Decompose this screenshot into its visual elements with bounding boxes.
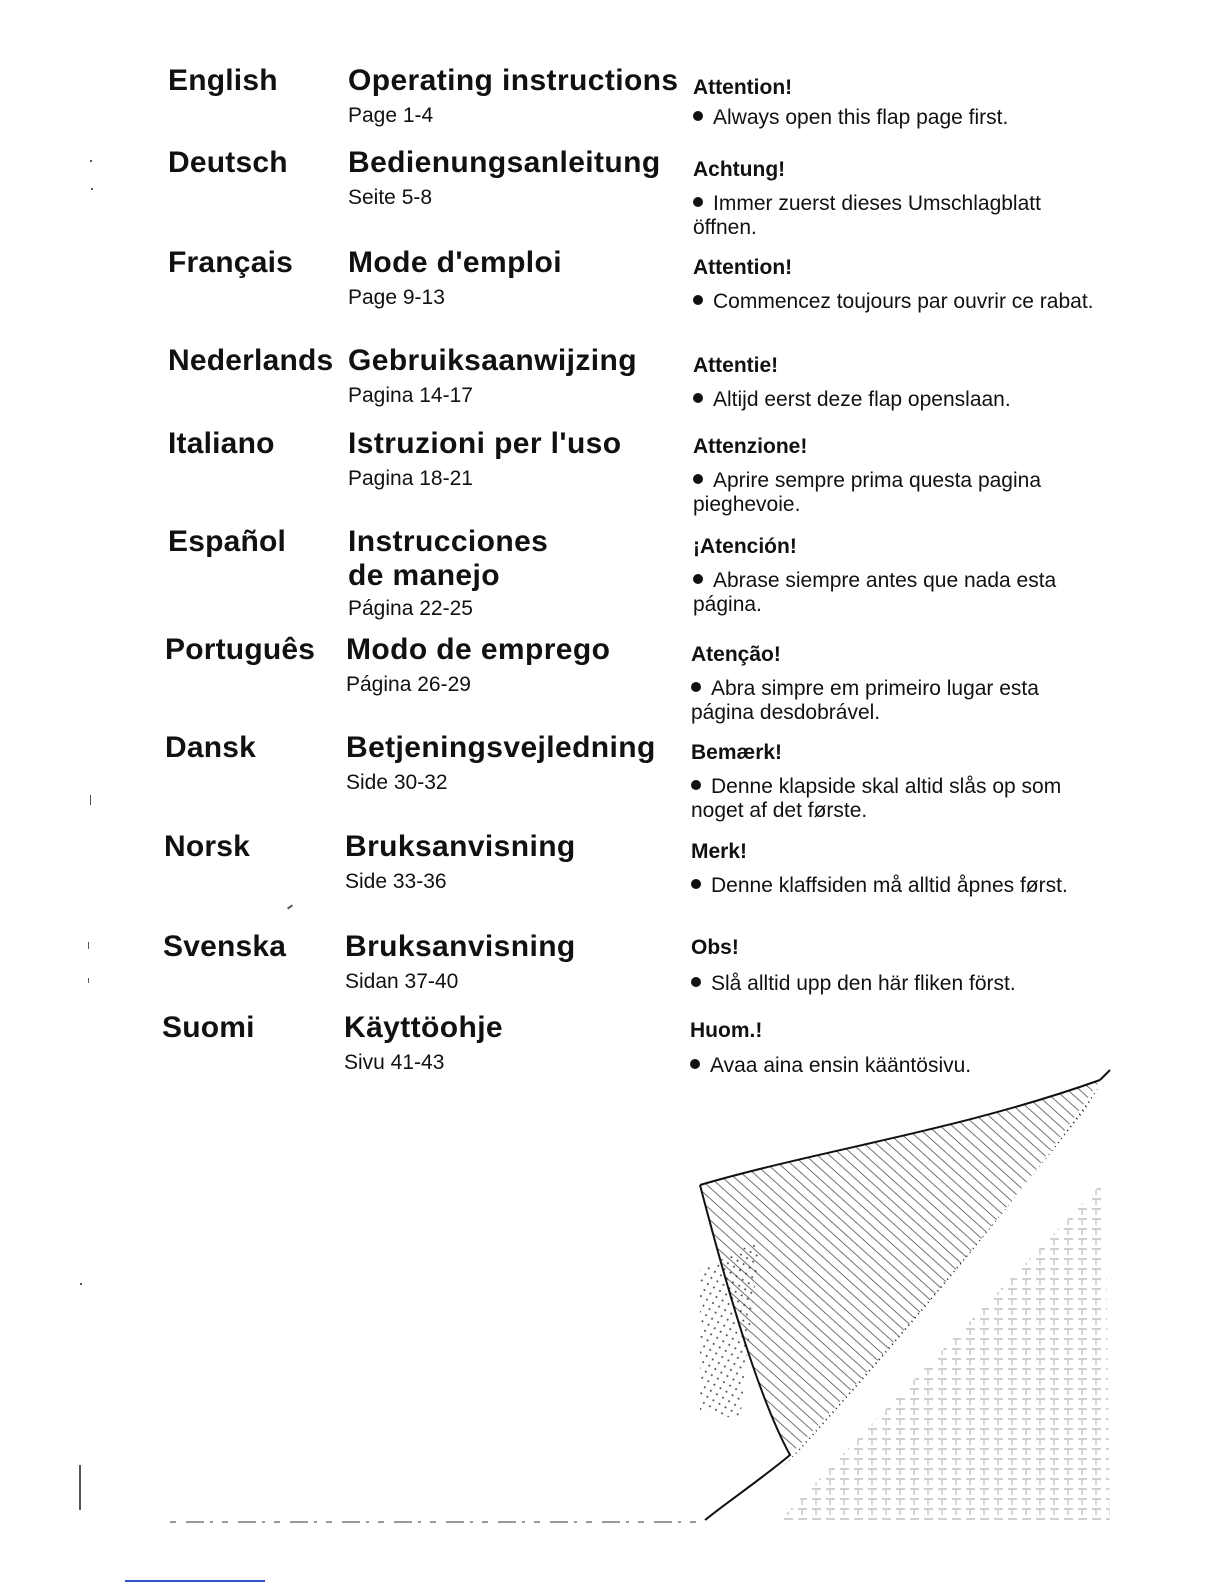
page-range: Side 33-36: [345, 870, 447, 893]
attention-note: Abrase siempre antes que nada esta página.: [693, 569, 1057, 616]
attention-heading: Obs!: [691, 936, 739, 959]
manual-title: Mode d'emploi: [348, 246, 562, 279]
margin-speck: [91, 188, 93, 190]
margin-speck: [90, 160, 92, 162]
manual-title: Instrucciones de manejo: [348, 525, 549, 592]
page-range: Sidan 37-40: [345, 970, 459, 993]
attention-note: Avaa aina ensin kääntösivu.: [690, 1054, 1100, 1078]
margin-speck: [88, 978, 89, 983]
language-name: Português: [165, 633, 316, 666]
language-name: Suomi: [162, 1011, 255, 1044]
margin-speck: [79, 1465, 81, 1510]
language-name: Español: [168, 525, 287, 558]
bottom-edge-line: [125, 1580, 265, 1582]
page-range: Pagina 18-21: [348, 467, 473, 490]
attention-heading: ¡Atención!: [693, 535, 797, 558]
attention-note: Commencez toujours par ouvrir ce rabat.: [693, 290, 1103, 314]
language-name: Italiano: [168, 427, 275, 460]
attention-note: Abra simpre em primeiro lugar esta página desdobrável.: [691, 677, 1039, 724]
manual-title: Modo de emprego: [346, 633, 611, 666]
manual-title: Operating instructions: [348, 64, 679, 97]
manual-title: Betjeningsvejledning: [346, 731, 656, 764]
manual-title: Istruzioni per l'uso: [348, 427, 622, 460]
margin-speck: [80, 1283, 82, 1285]
language-name: Dansk: [165, 731, 257, 764]
language-name: Norsk: [164, 830, 251, 863]
attention-note: Denne klapside skal altid slås op som noget af det første.: [691, 775, 1062, 822]
margin-speck: [90, 795, 91, 805]
page-range: Página 26-29: [346, 673, 471, 696]
manual-title: Bruksanvisning: [345, 930, 576, 963]
page-range: Página 22-25: [348, 597, 473, 620]
manual-title: Bruksanvisning: [345, 830, 576, 863]
manual-title: Käyttöohje: [344, 1011, 504, 1044]
language-name: English: [168, 64, 278, 97]
curl-tip: [1100, 1070, 1110, 1080]
attention-heading: Atenção!: [691, 643, 781, 666]
language-name: Nederlands: [168, 344, 334, 377]
language-name: Français: [168, 246, 293, 279]
manual-title: Gebruiksaanwijzing: [348, 344, 637, 377]
attention-heading: Bemærk!: [691, 741, 783, 764]
page-range: Side 30-32: [346, 771, 448, 794]
page-range: Seite 5-8: [348, 186, 433, 209]
attention-heading: Attention!: [693, 256, 793, 279]
page-range: Sivu 41-43: [344, 1051, 445, 1074]
language-name: Deutsch: [168, 146, 288, 179]
attention-heading: Attenzione!: [693, 435, 808, 458]
attention-note: Denne klaffsiden må alltid åpnes først.: [691, 874, 1101, 898]
language-name: Svenska: [163, 930, 287, 963]
page-range: Page 9-13: [348, 286, 445, 309]
margin-speck: [88, 942, 89, 949]
attention-note: Immer zuerst dieses Umschlagblatt öffnen.: [693, 192, 1041, 239]
attention-heading: Merk!: [691, 840, 748, 863]
attention-heading: Attentie!: [693, 354, 779, 377]
attention-note: Altijd eerst deze flap openslaan.: [693, 388, 1103, 412]
manual-title: Bedienungsanleitung: [348, 146, 661, 179]
attention-heading: Achtung!: [693, 158, 786, 181]
attention-note: Always open this flap page first.: [693, 106, 1103, 130]
attention-heading: Attention!: [693, 76, 793, 99]
page-range: Page 1-4: [348, 104, 434, 127]
attention-heading: Huom.!: [690, 1019, 763, 1042]
attention-note: Slå alltid upp den här fliken först.: [691, 972, 1101, 996]
attention-note: Aprire sempre prima questa pagina pieghevoie.: [693, 469, 1042, 516]
page-range: Pagina 14-17: [348, 384, 473, 407]
